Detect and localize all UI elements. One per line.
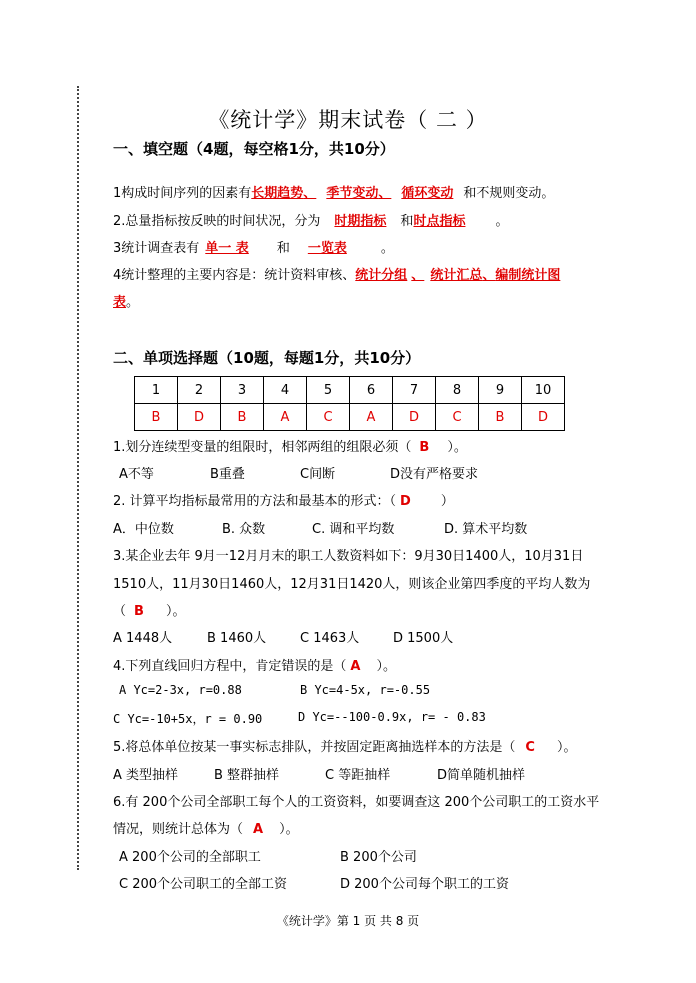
- table-cell: 2: [178, 377, 221, 404]
- table-cell: D: [393, 404, 436, 431]
- table-cell: 6: [350, 377, 393, 404]
- answer-blank: 时期指标: [334, 214, 387, 229]
- option: C 等距抽样: [325, 768, 391, 783]
- q-text: ）。: [447, 440, 467, 455]
- q-text: ）。: [165, 604, 186, 619]
- answer: B: [134, 604, 144, 619]
- option: B Yc=4-5x, r=-0.55: [300, 683, 431, 697]
- q-text: 4统计整理的主要内容是：统计资料审核、: [113, 268, 356, 283]
- table-cell: 9: [479, 377, 522, 404]
- answer-blank: 长期趋势: [251, 186, 304, 201]
- table-cell: D: [178, 404, 221, 431]
- table-cell: 7: [393, 377, 436, 404]
- option: A．中位数: [113, 522, 174, 537]
- table-answer-row: [135, 404, 565, 431]
- binding-dotted-line: [77, 86, 79, 870]
- option: A 1448人: [113, 631, 173, 646]
- table-cell: 1: [135, 377, 178, 404]
- option: A不等: [119, 467, 154, 482]
- table-cell: D: [522, 404, 565, 431]
- option: C 200个公司职工的全部工资: [119, 877, 288, 892]
- answer-blank: 编制统计图: [495, 268, 561, 283]
- option: D 1500人: [393, 631, 454, 646]
- table-cell: 10: [522, 377, 565, 404]
- q-text: ）。: [376, 659, 396, 674]
- answer: A: [253, 822, 264, 837]
- sep: 、: [378, 186, 392, 201]
- table-cell: 5: [307, 377, 350, 404]
- option: A Yc=2-3x, r=0.88: [119, 683, 242, 697]
- table-cell: C: [307, 404, 350, 431]
- section1-heading: 一、填空题（4题，每空格1分，共10分）: [113, 140, 395, 158]
- choice-question-6-line1: 6.有 200个公司全部职工每个人的工资资料，如要调查这 200个公司职工的工资水平: [113, 795, 600, 810]
- choice-question-4: [113, 655, 396, 674]
- choice-question-6-line2: [113, 818, 299, 837]
- table-cell: 8: [436, 377, 479, 404]
- option: B. 众数: [222, 522, 266, 537]
- answer-blank: 统计分组: [355, 268, 408, 283]
- fill-question-1: [113, 182, 554, 201]
- q-text: 5.将总体单位按某一事实标志排队，并按固定距离抽选样本的方法是（: [113, 740, 516, 755]
- fill-question-4-cont: [113, 291, 139, 310]
- answer: D: [400, 494, 411, 509]
- table-cell: A: [350, 404, 393, 431]
- q-text: ）: [440, 494, 454, 509]
- option: B 200个公司: [340, 850, 417, 865]
- choice-question-3-line3: [113, 600, 185, 619]
- answer: C: [525, 740, 535, 755]
- sep: 、: [303, 186, 317, 201]
- q-text: 1构成时间序列的因素有: [113, 186, 252, 201]
- table-cell: A: [264, 404, 307, 431]
- option: B 1460人: [207, 631, 267, 646]
- table-cell: B: [479, 404, 522, 431]
- option: C Yc=-10+5x，r = 0.90: [113, 712, 263, 726]
- choice-question-3-line2: 1510人，11月30日1460人，12月31日1420人，则该企业第四季度的平均人数为: [113, 577, 591, 592]
- option: D 200个公司每个职工的工资: [340, 877, 509, 892]
- answer-blank: 循环变动: [401, 186, 454, 201]
- table-cell: B: [135, 404, 178, 431]
- option: C. 调和平均数: [312, 522, 395, 537]
- page-footer: 《统计学》第 1 页 共 8 页: [276, 914, 420, 928]
- table-cell: 4: [264, 377, 307, 404]
- option: B 整群抽样: [214, 768, 280, 783]
- q-text: 2.总量指标按反映的时间状况，分为: [113, 214, 321, 229]
- page-title: 《统计学》期末试卷（ 二 ）: [208, 108, 488, 132]
- q-text: 。: [380, 241, 394, 256]
- answer-blank: 统计汇总: [430, 268, 483, 283]
- option: B重叠: [210, 467, 245, 482]
- answer: B: [419, 440, 430, 455]
- q-text: 。: [495, 214, 509, 229]
- sep: 、: [411, 268, 425, 283]
- answer-blank: 时点指标: [413, 214, 466, 229]
- option: D Yc=--100-0.9x, r= - 0.83: [298, 710, 486, 724]
- option: A 类型抽样: [113, 768, 179, 783]
- table-cell: B: [221, 404, 264, 431]
- q-text: ）。: [556, 740, 577, 755]
- q-text: 和: [276, 241, 290, 256]
- option: D简单随机抽样: [437, 768, 526, 783]
- choice-question-5: [113, 736, 576, 755]
- q-text: 4.下列直线回归方程中，肯定错误的是（: [113, 659, 347, 674]
- option: D. 算术平均数: [444, 522, 528, 537]
- q-text: 3统计调查表有: [113, 241, 200, 256]
- option: A 200个公司的全部职工: [119, 850, 261, 865]
- answer-table: [134, 376, 565, 431]
- q-text: ）。: [279, 822, 299, 837]
- fill-question-2: [113, 210, 508, 229]
- fill-question-4: [113, 264, 560, 283]
- q-text: 2. 计算平均指标最常用的方法和最基本的形式：（: [113, 494, 397, 509]
- fill-question-3: [113, 237, 394, 256]
- q-text: 1.划分连续型变量的组限时，相邻两组的组限必须（: [113, 440, 412, 455]
- q-text: 和不规则变动。: [463, 186, 555, 201]
- section2-heading: 二、单项选择题（10题，每题1分，共10分）: [113, 349, 421, 367]
- option: D没有严格要求: [390, 467, 479, 482]
- sep: 、: [482, 268, 496, 283]
- choice-question-1: [113, 436, 467, 455]
- answer-blank: 季节变动: [326, 186, 379, 201]
- answer: A: [350, 659, 361, 674]
- table-cell: 3: [221, 377, 264, 404]
- answer-blank: 单一 表: [205, 241, 249, 256]
- table-number-row: [135, 377, 565, 404]
- choice-question-3-line1: 3.某企业去年 9月一12月月末的职工人数资料如下：9月30日1400人，10月31日: [113, 549, 584, 564]
- table-cell: C: [436, 404, 479, 431]
- q-text: 。: [126, 295, 140, 310]
- q-text: 情况，则统计总体为（: [113, 822, 244, 837]
- option: C 1463人: [300, 631, 360, 646]
- q-text: 和: [400, 214, 414, 229]
- q-text: （: [113, 604, 127, 619]
- choice-question-2: [113, 490, 454, 509]
- answer-blank: 一览表: [307, 241, 347, 256]
- answer-blank: 表: [113, 295, 127, 310]
- option: C间断: [300, 467, 336, 482]
